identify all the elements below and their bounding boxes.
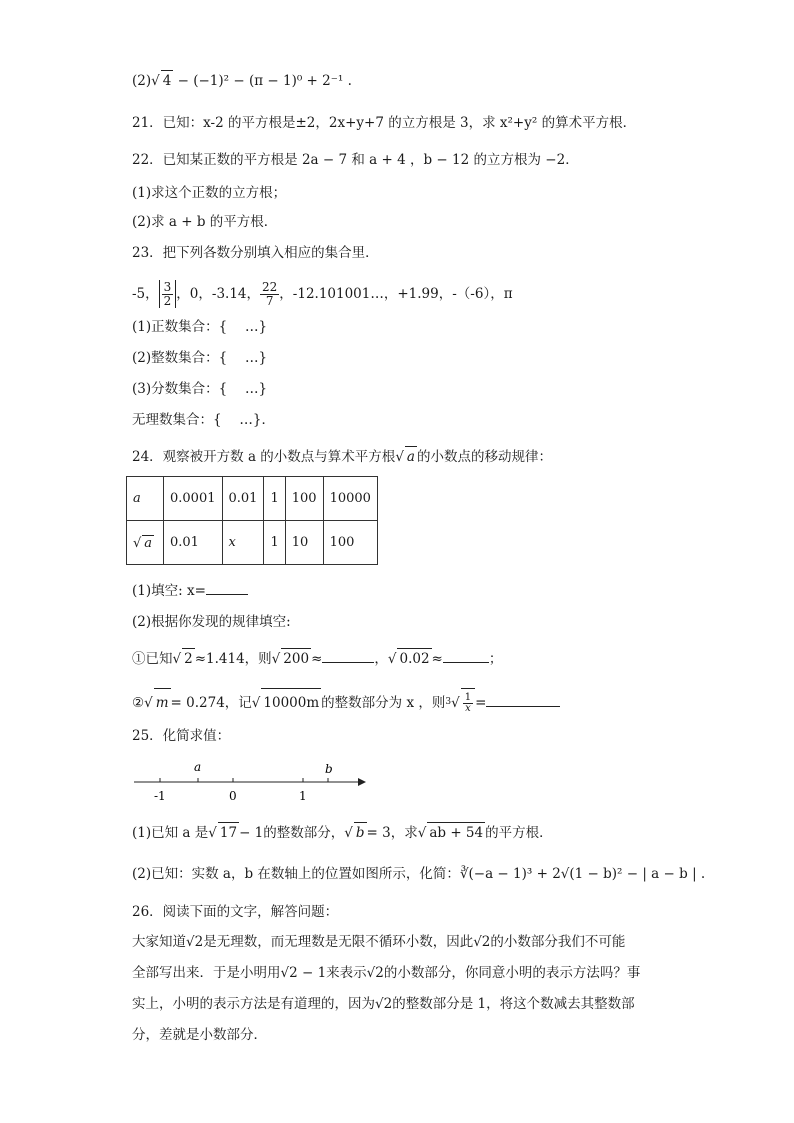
abs-fraction [159, 280, 177, 308]
question-24: 24．观察被开方数 a 的小数点与算术平方根√ a 的小数点的移动规律： [132, 446, 552, 467]
table-cell: 0.01 [222, 477, 264, 521]
question-23: 23．把下列各数分别填入相应的集合里． [132, 245, 379, 261]
q26-paragraph-line: 实上，小明的表示方法是有道理的，因为√2的整数部分是 1，将这个数减去其整数部 [132, 996, 635, 1012]
list-part-b: ，0，-3.14， [176, 286, 261, 302]
sqrt-table [126, 476, 378, 565]
cube-frac-num: 1 [464, 692, 472, 703]
tick-label: -1 [154, 789, 166, 803]
frac-den: 7 [265, 294, 274, 308]
list-part-a: -5， [132, 286, 159, 302]
question-25-part-1: (1)已知 a 是√ 17 − 1的整数部分，√ b = 3，求√ ab + 54 的平方根． [132, 822, 553, 843]
q24-2-1-c: ≈ [311, 651, 323, 667]
table-cell: 100 [285, 477, 323, 521]
question-24-part-2-1: ①已知√ 2 ≈1.414，则√ 200 ≈ ，√ 0.02 ≈ ； [132, 648, 502, 669]
q26-paragraph-line: 分，差就是小数部分． [132, 1027, 267, 1043]
q24-2-2-d: = [475, 695, 487, 711]
q25-2-expression: ∛(−a − 1)³ + 2√(1 − b)² − | a − b | . [459, 866, 706, 882]
q25-1-a: (1)已知 a 是 [132, 825, 209, 841]
answer-blank[interactable] [443, 648, 489, 663]
question-22-part-1: (1)求这个正数的立方根； [132, 185, 287, 201]
q25-1-c: = 3，求 [366, 825, 418, 841]
sqrt-radicand: 4 [161, 70, 174, 91]
table-row [127, 477, 378, 521]
radicand-17: 17 [218, 822, 239, 843]
table-cell: √ a [127, 521, 164, 565]
q24-1-text: (1)填空: x= [132, 583, 206, 599]
q24-2-1-f: ； [488, 651, 503, 667]
table-cell: a [127, 477, 164, 521]
radicand-m: m [154, 688, 171, 717]
q24-text-b: 的小数点的移动规律： [416, 449, 552, 465]
q24-2-1-a: ①已知 [132, 651, 173, 667]
table-cell: 1 [264, 521, 285, 565]
q24-2-2-c: 的整数部分为 x ，则 [321, 695, 446, 711]
tick-label: 0 [229, 789, 237, 803]
question-22: 22．已知某正数的平方根是 2a − 7 和 a + 4 ，b − 12 的立方根为 −2． [132, 152, 579, 168]
set-integer: (2)整数集合：{ …} [132, 350, 268, 366]
table-cell: 0.0001 [164, 477, 223, 521]
question-21: 21．已知：x-2 的平方根是±2，2x+y+7 的立方根是 3，求 x²+y² 的算术平方根． [132, 115, 637, 131]
problem-20-2: (2)√ 4 − (−1)² − (π − 1)⁰ + 2⁻¹ . [132, 70, 352, 91]
table-cell: 1 [264, 477, 285, 521]
radicand-2: 2 [182, 648, 195, 669]
question-24-part-2-2: ②√ m = 0.274，记√ 10000m 的整数部分为 x ，则$^3$√ $\frac{1}{x}$ = [132, 688, 560, 717]
problem-20-2-label: (2) [132, 73, 152, 89]
q25-1-b: − 1的整数部分， [239, 825, 345, 841]
problem-20-2-expression: − (−1)² − (π − 1)⁰ + 2⁻¹ . [173, 73, 352, 89]
table-cell: 0.01 [164, 521, 223, 565]
answer-blank[interactable] [206, 580, 248, 595]
table-radicand: a [144, 535, 153, 551]
set-positive: (1)正数集合：{ …} [132, 319, 268, 335]
table-cell: 10 [285, 521, 323, 565]
frac-num: 22 [262, 280, 278, 294]
q24-2-1-b: ≈1.414，则 [194, 651, 272, 667]
answer-blank[interactable] [486, 692, 560, 707]
q24-radicand: a [405, 446, 417, 467]
point-label: a [194, 760, 202, 774]
question-25: 25．化简求值： [132, 728, 231, 744]
question-25-part-2 [132, 864, 705, 884]
question-24-part-2: (2)根据你发现的规律填空: [132, 614, 291, 630]
radicand-10000m: 10000m [261, 688, 321, 717]
tick-label: 1 [299, 789, 307, 803]
answer-blank[interactable] [322, 648, 374, 663]
set-irrational: 无理数集合：{ …}． [132, 412, 275, 428]
table-cell: 10000 [323, 477, 377, 521]
question-26: 26．阅读下面的文字，解答问题： [132, 904, 339, 920]
q26-paragraph-line: 全部写出来．于是小明用√2 − 1来表示√2的小数部分，你同意小明的表示方法吗？事 [132, 965, 641, 981]
table-row [127, 521, 378, 565]
table-cell: 100 [323, 521, 377, 565]
question-23-number-list [132, 280, 513, 308]
question-24-part-1 [132, 580, 248, 601]
list-part-c: ，-12.101001…，+1.99，-（-6），π [279, 286, 513, 302]
question-22-part-2: (2)求 a + b 的平方根． [132, 214, 278, 230]
radicand-b: b [354, 822, 367, 843]
arrow-icon [358, 778, 366, 786]
number-line [132, 756, 372, 806]
q24-2-1-e: ≈ [431, 651, 443, 667]
q24-text-a: 24．观察被开方数 a 的小数点与算术平方根 [132, 449, 396, 465]
abs-frac-den: 2 [163, 294, 172, 308]
q24-2-1-d: ， [374, 651, 388, 667]
q24-2-2-a: ② [132, 695, 145, 711]
radicand-0-02: 0.02 [397, 648, 431, 669]
radicand-ab-54: ab + 54 [427, 822, 485, 843]
point-label: b [325, 762, 333, 776]
q25-2-a: (2)已知：实数 a，b 在数轴上的位置如图所示，化简： [132, 866, 460, 882]
set-fraction: (3)分数集合：{ …} [132, 381, 268, 397]
abs-frac-num: 3 [163, 280, 172, 294]
table-cell: x [222, 521, 264, 565]
q25-1-d: 的平方根． [485, 825, 553, 841]
radicand-200: 200 [281, 648, 311, 669]
fraction-22-7 [260, 281, 279, 308]
q24-2-2-b: = 0.274，记 [170, 695, 252, 711]
q26-paragraph-line: 大家知道√2是无理数，而无理数是无限不循环小数，因此√2的小数部分我们不可能 [132, 934, 626, 950]
cube-frac-den: x [465, 703, 471, 714]
